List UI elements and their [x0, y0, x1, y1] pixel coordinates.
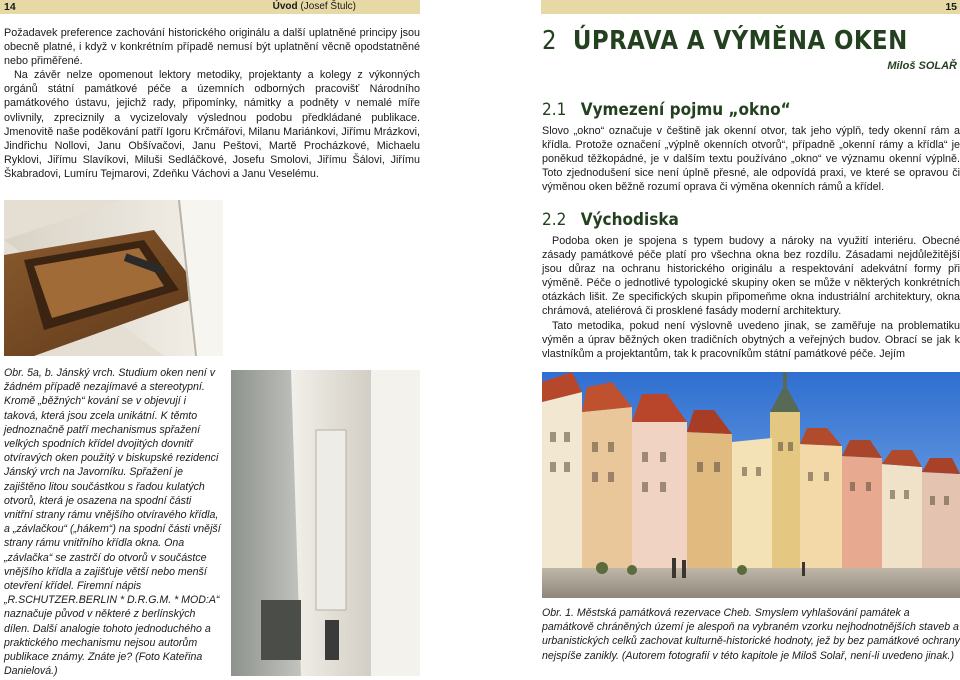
photo-5a [4, 200, 223, 356]
section-2-2-text [542, 234, 960, 361]
figure-5-caption-heading: Obr. 5a, b. Jánský vrch. Studium oken není v žádném případě nezajímavé a stereotypní. [4, 367, 215, 394]
section-2-2-paragraph-1: Podoba oken je spojena s typem budovy a nároky na využití interiéru. Obecné zásady památkové péče platí pro všechna okna bez rozdílu. Zásadami nejdůležitější jsou důraz na ochranu historického originálu a respektování adekvátní formy při výměně. Péče o jednotlivé typologické skupiny oken se může v některých konkrétních otázkách lišit. Ze specifických skupin připomeňme okna industriální architektury, okna chrámová, ateliérová či prosklené fasády moderní architektury. [542, 235, 960, 318]
running-head-title: Úvod [272, 1, 298, 12]
running-head-author: (Josef Štulc) [300, 1, 356, 12]
figure-5-caption [4, 366, 222, 678]
page-number-right: 15 [945, 1, 957, 13]
section-2-2-heading [542, 210, 679, 230]
page-number-left: 14 [4, 1, 16, 13]
figure-1-caption-text: Obr. 1. Městská památková rezervace Cheb. Smyslem vyhlašování památek a památkově chráněných území je alespoň na vybraném vzorku nejhodnotnějších staveb a urbanistických celků zachovat kulturně-historické hodnoty, jež by bez památkové ochrany nejspíše zanikly. (Autorem fotografií v této kapitole je Miloš Solař, není-li uvedeno jinak.) [542, 607, 960, 662]
section-2-2-paragraph-2: Tato metodika, pokud není výslovně uvedeno jinak, se zaměřuje na problematiku výměn a úprav běžných oken tradičních obytných a veřejných budov. Obrací se jak k vlastníkům a projektantům, tak k pracovníkům státní památkové péče. Jejím [542, 319, 960, 360]
chapter-number: 2 [542, 26, 558, 56]
section-2-1-paragraph: Slovo „okno“ označuje v češtině jak okenní otvor, tak jeho výplň, tedy okenní rám a křídla. Protože označení „výplně okenních otvorů“, případně „okenní rámy a křídla“ je poněkud těžkopádné, je v dalším textu používáno „okno“ ve významu okenní výplně. Toto zjednodušení sice není úplně přesné, ale odpovídá praxi, ve které se opravou či výměnou oken běžně rozumí oprava či výměna okenních rámů a křídel. [542, 125, 960, 194]
figure-5-caption-body: Kromě „běžných“ kování se v objevují i taková, která jsou zcela unikátní. K těmto jednoznačně patří mechanismus spřažení velkých spodních křídel dvojitých dovnitř otvíravých oken použitý v biskupské rezidenci Jánský vrch na Javorníku. Spřažení je zajištěno litou součástkou s řadou kulatých otvorů, která je osazena na spodní části vnitřní strany rámu vnějšího otvíravého křídla, a „závlačkou“ („hákem“) na spodní části vnější strany rámu vnitřního křídla okna. Ona „závlačka“ se zastrčí do otvorů v součástce vnějšího křídla a zajišťuje větší nebo menší otevření křídel. Firemní nápis „R.SCHUTZER.BERLIN * D.R.G.M. * MOD:A“ naznačuje původ v některé z berlínských dílen. Další analogie tohoto jednoduchého a praktického mechanismu nejsou autorům publikace známy. Znáte je? (Foto Kateřina Danielová.) [4, 395, 221, 678]
right-page [480, 0, 960, 680]
intro-paragraph: Požadavek preference zachování historického originálu a další uplatněné principy jsou obecně platné, i když v konkrétním případě nemusí být uplatnění věcně opodstatněné nebo přiměřené. [4, 27, 420, 68]
chapter-author: Miloš SOLAŘ [887, 60, 957, 72]
thanks-paragraph: Na závěr nelze opomenout lektory metodiky, projektanty a kolegy z výkonných orgánů státní památkové péče a územních odborných pracovišť Národního památkového ústavu, jejichž rady, připomínky, námitky a podněty v nemalé míře ovlivnily, zpreciznily a vycizelovaly výslednou podobu předkládané publikace. Jmenovitě naše poděkování patří Igoru Krčmářovi, Milanu Mariánkovi, Jiřímu Mrázkovi, Jindřichu Nollovi, Janu Obšívačovi, Janu Peštovi, Martě Procházkové, Michaelu Ryklovi, Jiřímu Slavíkovi, Miluši Sedláčkové, Josefu Smolovi, Jiřímu Šálovi, Jiřímu Škabradovi, Lumíru Tejmarovi, Zdeňku Váchovi a Janu Veselému. [4, 69, 420, 180]
right-header-bar [541, 0, 960, 14]
photo-cheb-square [542, 372, 960, 598]
photo-5b [231, 370, 420, 676]
chapter-title: ÚPRAVA A VÝMĚNA OKEN [572, 26, 908, 56]
section-2-1-heading [542, 100, 791, 120]
chapter-heading [542, 26, 908, 56]
section-2-2-title: Východiska [580, 210, 679, 230]
section-2-1-text [542, 124, 960, 194]
section-2-1-number: 2.1 [542, 100, 567, 120]
left-body-text [4, 26, 420, 181]
running-head [273, 1, 356, 12]
section-2-2-number: 2.2 [542, 210, 567, 230]
left-header-bar [0, 0, 420, 14]
section-2-1-title: Vymezení pojmu „okno“ [580, 100, 791, 120]
figure-1-caption [542, 606, 960, 663]
